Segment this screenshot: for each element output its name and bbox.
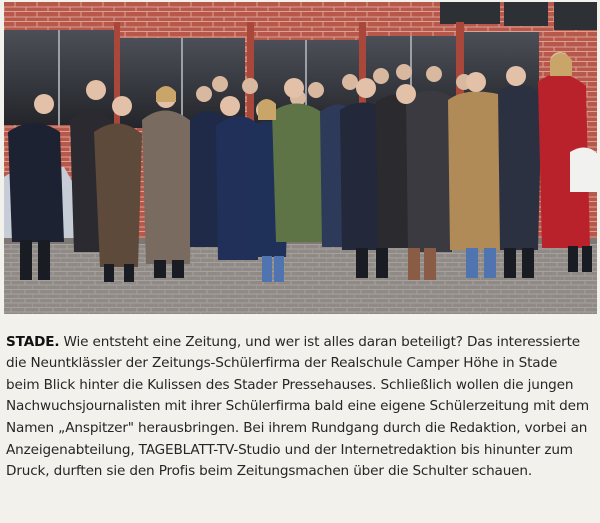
group-photo — [4, 2, 597, 314]
article-caption — [6, 332, 592, 483]
article-dateline: STADE. — [6, 333, 60, 350]
group-photo-illustration — [4, 2, 597, 314]
article-body: Wie entsteht eine Zeitung, und wer ist alles daran beteiligt? Das interessierte die Neuntklässler der Zeitungs-Schülerfirma der Realschule Camper Höhe in Stade beim Blick hinter die Kulissen des Stader Pressehauses. Schließlich wollen die jungen Nachwuchsjournalisten mit ihrer Schülerfirma bald eine eigene Schülerzeitung mit dem Namen „Anspitzer" herausbringen. Bei ihrem Rundgang durch die Redaktion, vorbei an Anzeigenabteilung, TAGEBLATT-TV-Studio und der Internetredaktion bis hinunter zum Druck, durften sie den Profis beim Zeitungsmachen über die Schulter schauen. — [6, 333, 589, 480]
